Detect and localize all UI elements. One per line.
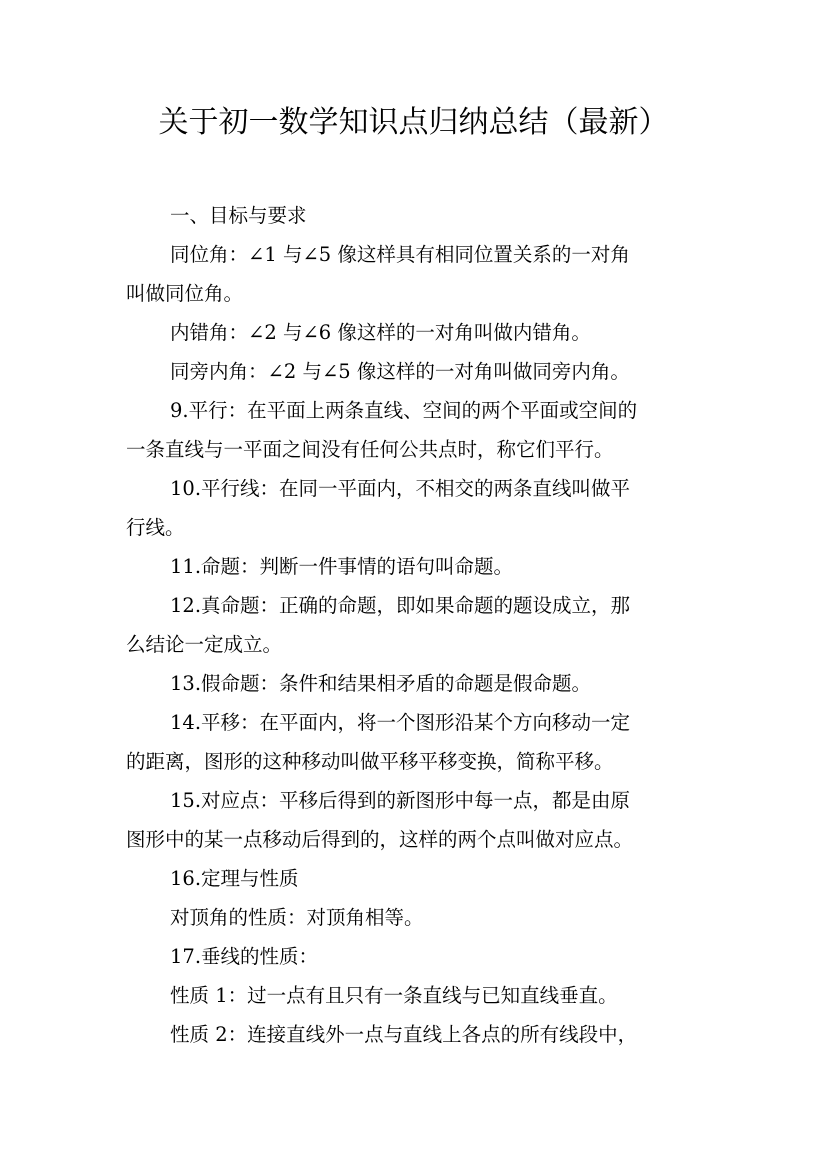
text-line: 14.平移：在平面内，将一个图形沿某个方向移动一定 — [170, 711, 631, 734]
text-line: 16.定理与性质 — [170, 867, 299, 890]
text-line: 15.对应点：平移后得到的新图形中每一点，都是由原 — [170, 789, 631, 812]
text-line: 11.命题：判断一件事情的语句叫命题。 — [170, 555, 514, 578]
text-line: 10.平行线：在同一平面内，不相交的两条直线叫做平 — [170, 477, 631, 500]
text-line: 17.垂线的性质： — [170, 945, 319, 968]
text-line: 性质 1：过一点有且只有一条直线与已知直线垂直。 — [170, 984, 618, 1007]
text-line: 一条直线与一平面之间没有任何公共点时，称它们平行。 — [126, 438, 614, 461]
document-body — [126, 196, 706, 1054]
text-line: 图形中的某一点移动后得到的，这样的两个点叫做对应点。 — [126, 828, 634, 851]
text-line: 的距离，图形的这种移动叫做平移平移变换，简称平移。 — [126, 750, 614, 773]
text-line: 同位角：∠1 与∠5 像这样具有相同位置关系的一对角 — [170, 243, 630, 266]
text-line: 12.真命题：正确的命题，即如果命题的题设成立，那 — [170, 594, 631, 617]
text-line: 么结论一定成立。 — [126, 633, 283, 656]
text-line: 同旁内角：∠2 与∠5 像这样的一对角叫做同旁内角。 — [170, 360, 630, 383]
text-line: 行线。 — [126, 516, 185, 539]
document-title: 关于初一数学知识点归纳总结（最新） — [158, 105, 669, 140]
text-line: 性质 2：连接直线外一点与直线上各点的所有线段中， — [170, 1023, 638, 1046]
text-line: 9.平行：在平面上两条直线、空间的两个平面或空间的 — [170, 399, 638, 422]
text-line: 叫做同位角。 — [126, 282, 244, 305]
text-line: 内错角：∠2 与∠6 像这样的一对角叫做内错角。 — [170, 321, 591, 344]
text-line: 13.假命题：条件和结果相矛盾的命题是假命题。 — [170, 672, 592, 695]
text-line: 一、目标与要求 — [170, 204, 307, 227]
text-line: 对顶角的性质：对顶角相等。 — [170, 906, 424, 929]
